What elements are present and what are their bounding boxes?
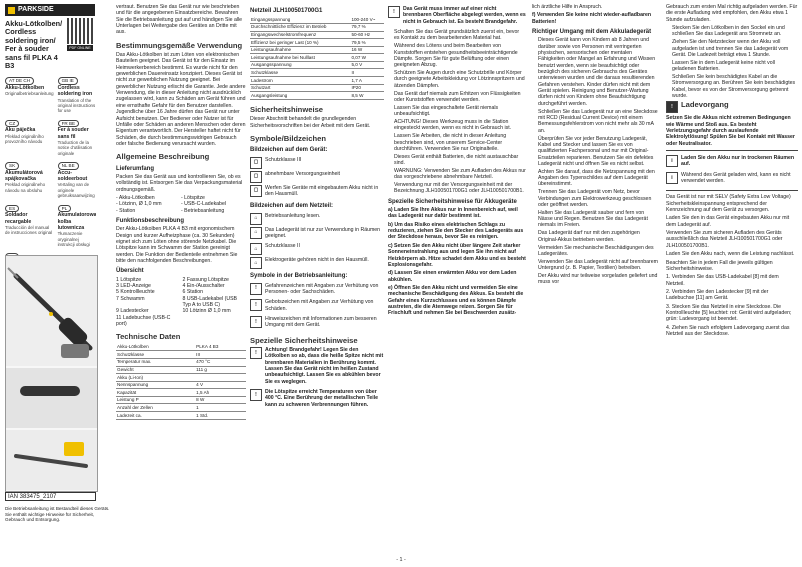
bullet-item: • Dieses Gerät enthält Batterien, die nicht austauschbar sind. [394,154,526,167]
table-cell-label: Ausgangsspannung [250,61,350,69]
language-title: Akumulátorová spájkovačka [5,169,43,183]
heading-charging: Ladevorgang [681,100,729,110]
power-supply-table [250,16,384,100]
language-entry [5,74,54,113]
symbol-row [250,316,384,331]
bullet-item: • Lassen Sie in dem Ladegerät keine nicht voll geladenen Batterien. [672,60,798,73]
bullet-item: • Ziehen Sie den Netzstecker wenn der Akku voll aufgeladen ist und trennen Sie das Ladegerät vom Gerät. Die Ladezeit beträgt etwa 1 Stunde. [672,39,798,58]
table-cell-value: 79,7 % [350,23,384,31]
heading-charger-handling: Richtiger Umgang mit dem Akkuladegerät [532,29,652,36]
language-title: Akumulatorowa kolba lutownicza [57,212,96,231]
column-5 [532,4,660,553]
symbol-text: Gebotszeichen mit Angaben zur Verhütung von Schäden. [265,299,374,312]
fire-warning: Das Gerät muss immer auf einer nicht brennbaren Oberfläche abgelegt werden, wenn es nicht in Gebrauch ist. Es besteht Brandgefahr. [403,6,526,25]
bullet-item: • Vermeiden Sie mechanische Beschädigungen des Ladegerätes. [538,245,660,258]
table-cell-value: 8 W [195,396,246,404]
heading-general-description: Allgemeine Beschreibung [116,152,210,162]
overview-item: 11 Ladebuchse (USB-C port) [116,314,171,328]
charging-note: Laden Sie den Akku nur in trockenen Räumen auf. [681,155,795,168]
heading-overview: Übersicht [116,268,144,275]
bullet-item: • ACHTUNG! Dieses Werkzeug muss in die Station eingesteckt werden, wenn es nicht in Gebrauch ist. [394,119,526,132]
charging-warning: Setzen Sie die Akkus nicht extremen Bedingungen wie Wärme und Stoß aus. Es besteht Verletzungsgefahr durch auslaufende Elektrolytlösung! Spülen Sie bei Kontakt mit Wasser oder Neutralisator. [666,115,795,147]
heading-symbols-psu: Bildzeichen auf dem Netzteil: [250,203,334,210]
symbol-icon: ! [250,316,262,328]
language-entry [58,74,96,113]
overview-item: 9 Ladestecker [116,308,149,315]
table-cell-value [195,374,246,382]
table-row [116,344,246,351]
symbol-text: Schutzklasse II [265,243,300,250]
symbol-row [250,299,384,314]
table-row [116,389,246,397]
language-subtitle: Originalbetriebsanleitung [5,91,54,97]
warning-icon: ! [250,389,262,401]
table-cell-label: Leistung P [116,396,195,404]
product-figure [5,255,98,492]
language-entry [5,159,54,198]
symbol-icon: ⌂ [250,257,262,269]
overview-item: 1 Lötspitze [116,276,142,283]
table-cell-value: III [195,351,246,359]
table-row [250,92,384,100]
table-cell-label: Kapazität [116,389,195,397]
language-subtitle: Traduction de la notice d'utilisation originale [57,140,93,156]
table-cell-value: 470 °C [195,358,246,366]
table-cell-label: Gewicht [116,366,195,374]
scope-item: - USB-C-Ladekabel [181,201,226,208]
bullet-item: • Schließen Sie das Ladegerät nur an eine Steckdose mit RCD (Residual Current Device) mit einem Bemessungsfehlerstrom von nicht mehr als 30 mA an. [538,109,660,134]
symbol-text: Elektrogeräte gehören nicht in den Hausmüll. [265,257,369,264]
language-entry [58,117,96,156]
bullet-item: • Dieses Gerät kann von Kindern ab 8 Jahren und darüber sowie von Personen mit verringerten physischen, sensorischen oder mentalen Fähigkeiten oder Mangel an Erfahrung und Wissen benutzt werden, wenn sie beaufsichtigt oder bezüglich des sicheren Gebrauchs des Gerätes unterwiesen wurden und die daraus resultierenden Gefahren verstehen. Kinder dürfen nicht mit dem Gerät spielen. Reinigung und Benutzer-Wartung dürfen nicht von Kindern ohne Beaufsichtigung durchgeführt werden. [538,37,660,107]
table-cell-value: 1,5 Ah [195,389,246,397]
scope-list [116,195,246,214]
overview-item: 6 Station [182,289,203,296]
bullet-item: • Trennen Sie das Ladegerät vom Netz, bevor Verbindungen zum Elektrowerkzeug geschlossen oder geöffnet werden. [538,189,660,208]
charging-note-2: Während des Gerät geladen wird, kann es nicht verwendet werden. [681,171,791,185]
bullet-item: • WARNUNG: Verwenden Sie zum Aufladen des Akkus nur das vorgeschriebene abnehmbare Netzteil. [394,168,526,181]
symbol-icon: ⌂ [250,227,262,239]
heading-intended-use: Bestimmungsgemäße Verwendung [116,40,243,50]
bullet-item: • Das Ladegerät darf nur mit den zugehörigen Original-Akkus betrieben werden. [538,230,660,243]
bullet-item: • Schließen Sie kein beschädigtes Kabel an die Stromversorgung an. Berühren Sie kein beschädigtes Kabel, bevor es von der Stromversorgung getrennt wurde. [672,74,798,99]
table-cell-value: 50-60 Hz [350,31,384,39]
symbol-icon: ⌂ [250,213,262,225]
table-row [116,374,246,382]
table-cell-value: 1 [195,404,246,412]
heading-symbols: Symbole/Bildzeichen [250,133,326,143]
table-cell-label: Akku-Lötkolben [116,344,195,351]
table-row [250,46,384,54]
function-text: Der Akku-Lötkolben PLKA 4 B3 mit ergonomischem Design und kurzer Aufheizphase (ca. 30 Sekunden) eignet sich zum Löten ohne störende Netzkabel. Die Lötspitze kann im Schwamm der Station gereinigt werden. Die Funktion der Bedienteile entnehmen Sie bitte den nachfolgenden Beschreibungen. [116,226,238,264]
language-title: Cordless soldering iron [57,84,93,98]
table-row [250,61,384,69]
info-icon: i [666,172,678,184]
manual-symbols [250,283,384,331]
table-cell-label: Leistungsaufnahme [250,46,350,54]
warning-icon: ! [250,347,262,359]
cover-footnote: Die Betriebsanleitung ist Bestandteil dieses Geräts. Sie enthält wichtige Hinweise für Sicherheit, Gebrauch und Entsorgung. [5,506,110,523]
language-subtitle: Preklad originálneho návodu na obsluhu [5,182,46,193]
bullet-item: • Lassen Sie das eingeschaltete Gerät niemals unbeaufsichtigt. [394,105,526,118]
language-code: GB IE [58,77,78,85]
table-cell-label: Akku (Li-Ion) [116,374,195,382]
bullet-item: • Schalten Sie das Gerät grundsätzlich zuerst ein, bevor es Kontakt zu dem bearbeitenden Material hat. [394,29,526,42]
table-cell-label: Schutzklasse [250,69,350,77]
table-cell-label: Ladestrom [250,77,350,85]
column-6 [666,4,798,553]
symbol-icon: ! [250,283,262,295]
battery-safety-item: e) Öffnen Sie den Akku nicht und vermeiden Sie eine mechanische Beschädigung des Akkus. Es besteht die Gefahr eines Kurzschlusses und es können Dämpfe austreten, die die Atemwege reizen. Sorgen Sie für Frischluft und nehmen Sie bei Beschwerden zusätz- [388,284,524,317]
language-code: CZ [5,120,19,128]
info-icon: i [666,155,678,167]
overview-item: 2 Fassung Lötspitze [182,276,229,283]
heading-power-supply: Netzteil JLH100501700G1 [250,8,323,14]
special-safety-text: Achtung! Brandgefahr! Legen Sie den Lötkolben so ab, dass die heiße Spitze nicht mit brennbaren Materialien in Berührung kommt. Lassen Sie das Gerät nicht im heißen Zustand unbeaufsichtigt. Lassen Sie es abkühlen bevor Sie es weglegen. [265,346,384,385]
table-row [250,16,384,23]
symbol-row [250,257,384,269]
table-row [250,31,384,39]
no-rechargeable-warning: f) Verwenden Sie keine nicht wieder-aufladbaren Batterien! [532,12,652,25]
language-title: Fer à souder sans fil [57,127,89,140]
overview-item: 10 Lötzinn Ø 1,0 mm [182,308,231,315]
ian-number: IAN 383475_2107 [5,492,96,501]
language-code: NL BE [58,162,79,170]
charging-step: Verwenden Sie zum sicheren Aufladen des Geräts ausschließlich das Netzteil JLH100501700G1 oder JLH100501700B1. [666,230,783,249]
scope-item: - Lötspitze [181,194,205,201]
table-cell-label: Anzahl der Zellen [116,404,195,412]
language-subtitle: Tłumaczenie oryginalnej instrukcji obsługi [57,231,90,247]
symbol-row [250,185,384,200]
battery-safety-item: c) Setzen Sie den Akku nicht über längere Zeit starker Sonneneinstrahlung aus und legen Sie ihn nicht auf Heizkörpern ab. Hitze schadet dem Akku und es besteht Explosionsgefahr. [388,242,526,268]
table-row [116,412,246,420]
column-2 [116,4,246,553]
bullet-item: • Während des Lötens und beim Bearbeiten von Kunststoffen entstehen gesundheitsbeeinträchtigende Dämpfe. Sorgen Sie für gute Belüftung oder einen geeigneten Abzug. [394,43,526,68]
table-row [250,69,384,77]
charging-step: 3. Stecken Sie das Netzteil in eine Steckdose. Die Kontrollleuchte [5] leuchtet: rot: Gerät wird aufgeladen; grün: Ladevorgang ist beendet. [666,303,792,323]
symbol-row [250,157,384,169]
safety-text: Dieser Abschnitt behandelt die grundlegenden Sicherheitsvorschriften bei der Arbeit mit dem Gerät. [250,116,371,129]
scope-item: - Lötzinn, Ø 1,0 mm [116,201,162,208]
table-cell-value: PLKA 4 B3 [195,344,246,351]
bullet-item: • Das Gerät darf niemals zum Erhitzen von Flüssigkeiten oder Kunststoffen verwendet werden. [394,91,526,104]
table-cell-value: IP20 [350,84,384,92]
symbol-text: Das Ladegerät ist nur zur Verwendung in Räumen geeignet. [265,226,381,239]
col5-top-text: lich ärztliche Hilfe in Anspruch. [532,4,603,10]
language-code: FR BE [58,120,80,128]
charging-step: Beachten Sie in jedem Fall die jeweils gültigen Sicherheitshinweise. [666,259,773,272]
language-subtitle: Traducción del manual de instrucciones original [5,224,53,236]
table-cell-label: Effizienz bei geringer Last (10 %) [250,39,350,47]
bullet-item: • Stecken Sie den Lötkolben in den Sockel ein und schließen Sie das Ladegerät ans Stromnetz an. [672,25,798,38]
symbol-text: Hinweiszeichen mit Informationen zum besseren Umgang mit dem Gerät. [265,315,377,329]
table-cell-value: 1,7 A [350,77,384,85]
soldering-iron-illustration [6,256,97,491]
psu-symbols [250,213,384,270]
pdf-online-label: PDF ONLINE [67,45,93,51]
scope-item: - Betriebsanleitung [181,207,225,214]
bullet-item: • Achten Sie darauf, dass die Netzspannung mit den Angaben des Typenschildes auf dem Ladegerät übereinstimmt. [538,169,660,188]
table-row [250,54,384,62]
charging-step: 2. Verbinden Sie den Ladestecker [9] mit der Ladebuchse [11] am Gerät. [666,288,769,302]
bullet-item: • Lassen Sie Arbeiten, die nicht in dieser Anleitung beschrieben sind, von unserem Service-Center durchführen. Verwenden Sie nur Originalteile. [394,133,526,152]
symbol-row [250,171,384,183]
charging-bullets [666,25,798,99]
language-subtitle: Vertaling van de originele gebruiksaanwijzing [57,182,95,199]
battery-safety-item: d) Lassen Sie einen erwärmten Akku vor dem Laden abkühlen. [388,270,517,283]
table-cell-value: 0,07 W [350,54,384,62]
cover-title: Akku-Lötkolben/ Cordless soldering iron/ Fer à souder sans fil PLKA 4 B3 [5,19,63,70]
table-row [116,358,246,366]
heading-symbols-device: Bildzeichen auf dem Gerät: [250,147,328,154]
symbol-icon: ! [250,299,262,311]
symbol-text: Gefahrenzeichen mit Angaben zur Verhütung von Personen- oder Sachschäden. [265,282,379,295]
language-entry [58,202,96,248]
col6-top-text: Gebrauch zum ersten Mal richtig aufgeladen werden. Für die erste Aufladung wird empfohlen, den Akku etwa 1 Stunde aufzuladen. [666,4,798,23]
language-title: Akku-Lötkolben [5,84,45,91]
column-3 [250,4,384,553]
warning-icon: ! [666,101,678,113]
symbol-row [250,243,384,255]
table-row [116,404,246,412]
language-title: Accu-soldeerbout [57,169,88,183]
charging-step: Laden Sie den Akku nach, wenn die Leistung nachlässt. [666,251,795,258]
table-cell-label: Leistungsaufnahme bei Nulllast [250,54,350,62]
symbol-text: abnehmbare Versorgungseinheit [265,170,340,177]
language-title: Aku páječka [5,127,36,134]
scope-item: - Station [116,207,136,214]
heading-special-safety: Spezielle Sicherheitshinweise [250,335,358,345]
table-cell-label: Eingangsspannung [250,16,350,23]
battery-safety-list [388,207,526,317]
safety-bullets [388,29,526,195]
language-title: Soldador recargable [5,212,32,225]
bullet-item: • Der Akku wird nur teilweise vorgeladen geliefert und muss vor [538,273,660,286]
intro-text: vertraut. Benutzen Sie das Gerät nur wie beschrieben und für die angegebenen Einsatzbereiche. Bewahren Sie die Betriebsanleitung gut auf und händigen Sie alle Unterlagen bei Weitergabe des Gerätes an Dritte mit aus. [116,4,243,36]
language-entry [5,117,54,156]
table-cell-value: 4 V [195,381,246,389]
table-cell-value: 111 g [195,366,246,374]
overview-item: 4 Ein-/Ausschalter [182,282,225,289]
overview-item: 5 Kontrollleuchte [116,289,155,296]
table-row [250,39,384,47]
table-cell-label: Ladezeit ca. [116,412,195,420]
bullet-item: • Halten Sie das Ladegerät sauber und fern von Nässe und Regen. Benutzen Sie das Ladegerät niemals im Freien. [538,210,660,229]
table-row [116,396,246,404]
special-safety-text-2: Die Lötspitze erreicht Temperaturen von über 400 °C. Eine Berührung der metallischen Teile kann zu schweren Verbrennungen führen. [265,389,378,408]
bullet-item: • Überprüfen Sie vor jeder Benutzung Ladegerät, Kabel und Stecker und lassen Sie es von qualifizierten Fachpersonal und nur mit Original-Ersatzteilen reparieren. Benutzen Sie ein defektes Ladegerät nicht und öffnen Sie es nicht selbst. [538,136,660,168]
table-cell-label: Eingangswechselstromfrequenz [250,31,350,39]
table-cell-value: 16 W [350,46,384,54]
table-cell-label: Temperatur max. [116,358,195,366]
heading-symbols-manual: Symbole in der Betriebsanleitung: [250,273,348,280]
battery-safety-item: b) Um das Risiko eines elektrischen Schlags zu reduzieren, ziehen Sie den Stecker des Ladegeräts aus der Steckdose heraus, bevor Sie es reinigen. [388,221,524,241]
table-cell-label: Nennspannung [116,381,195,389]
language-entry [5,202,54,248]
bullet-item: • Verwenden Sie das Ladegerät nicht auf brennbarem Untergrund (z. B. Papier, Textilien) betreiben. [538,259,660,272]
charger-bullets [532,37,660,285]
language-entry [58,159,96,198]
heading-battery-safety: Spezielle Sicherheitshinweise für Akkugeräte [388,198,517,205]
symbol-row [250,213,384,225]
symbol-text: Schutzklasse III [265,156,302,163]
table-cell-value: 5,0 V [350,61,384,69]
heading-safety: Sicherheitshinweise [250,104,324,114]
language-subtitle: Translation of the original instructions for use [57,97,96,114]
table-cell-label: Durchschnittliche Effizienz im Betrieb [250,23,350,31]
symbol-icon: ▢ [250,157,262,169]
symbol-icon: ⌂ [250,243,262,255]
table-cell-value: 8,5 W [350,92,384,100]
charging-steps [666,194,798,337]
heading-function: Funktionsbeschreibung [116,217,185,224]
symbol-text: Werfen Sie Geräte mit eingebautem Akku nicht in den Hausmüll. [265,184,379,197]
language-subtitle: Překlad originálního provozního návodu [5,133,44,145]
symbol-text: Betriebsanleitung lesen. [265,212,321,219]
table-cell-label: Ausgangsleistung [250,92,350,100]
symbol-row [250,283,384,298]
language-code: PL [58,205,72,213]
table-row [116,366,246,374]
scope-text: Packen Sie das Gerät aus und kontrollieren Sie, ob es vollständig ist. Entsorgen Sie das Verpackungsmaterial ordnungsgemäß. [116,173,243,193]
brand-logo: PARKSIDE [5,4,95,16]
bullet-item: • Schützen Sie Augen durch eine Schutzbrille und Körper durch geeignete Arbeitskleidung vor Lötzinnspritzern und ätzenden Dämpfen. [394,70,526,89]
overview-item: 3 LED-Anzeige [116,282,151,289]
device-symbols [250,157,384,200]
page-number: - 1 - [396,557,406,564]
battery-safety-item: a) Laden Sie Ihre Akkus nur in Innenbereich auf, weil das Ladegerät nur dafür bestimmt ist. [388,207,518,220]
table-cell-label: Schutzklasse [116,351,195,359]
language-code: ES [5,205,19,213]
overview-item: 7 Schwamm [116,295,145,302]
table-row [250,84,384,92]
warning-icon: ! [388,6,400,18]
table-row [250,23,384,31]
column-4 [388,4,526,553]
table-row [250,77,384,85]
scope-item: - Akku-Lötkolben [116,194,155,201]
table-cell-value: 1 Std. [195,412,246,420]
intended-use-text: Das Akku-Lötkolben ist zum Löten von elektronischen Bauteilen geeignet. Das Gerät ist für den Einsatz im Heimwerkerbereich bestimmt. Es wurde nicht für den gewerblichen Dauereinsatz konzipiert. Dieses Gerät ist nicht zur gewerblichen Nutzung geeignet. Bei gewerblicher Nutzung erlischt die Garantie. Jede andere Verwendung, die in dieser Anleitung nicht ausdrücklich zugelassen wird, kann zu Schäden am Gerät führen und eine ernsthafte Gefahr für den Benutzer darstellen. Jugendliche über 16 Jahre dürfen das Gerät nur unter Aufsicht benutzen. Der Bediener oder Nutzer ist für Unfälle oder Schäden an anderen Menschen oder deren Eigentum verantwortlich. Der Hersteller haftet nicht für Schäden, die durch bestimmungswidrigen Gebrauch oder falsche Bedienung verursacht wurden. [116,52,246,147]
table-cell-label: Schutzart [250,84,350,92]
charging-step: 1. Verbinden Sie das USB-Ladekabel [8] mit dem Netzteil. [666,274,779,287]
symbol-icon: ▢ [250,185,262,197]
tech-data-table [116,344,246,420]
heading-scope: Lieferumfang [116,165,155,172]
language-code: SK [5,162,19,170]
overview-item: 8 USB-Ladekabel (USB Typ A to USB C) [182,295,237,308]
charging-step: Das Gerät ist nur mit SELV (Safety Extra Low Voltage) Sicherheitskleinspannung entsprechend der Kennzeichnung auf dem Gerät zu versorgen. [666,194,791,214]
charging-step: Laden Sie den in das Gerät eingebauten Akku nur mit dem Ladegerät auf. [666,215,790,228]
symbol-icon: ▢ [250,171,262,183]
heading-tech-data: Technische Daten [116,332,181,342]
language-code: AT DE CH [5,77,34,85]
table-cell-value: II [350,69,384,77]
overview-list [116,277,246,328]
table-cell-value: 79,5 % [350,39,384,47]
bullet-item: • Verwendung nur mit der Versorgungseinheit mit der Bezeichnung JLH100501700G1 oder JLH100501700B1. [394,182,526,195]
table-cell-value: 100-240 V~ [350,16,384,23]
charging-step: 4. Ziehen Sie nach erfolgtem Ladevorgang zuerst das Netzteil aus der Steckdose. [666,324,790,337]
symbol-row [250,227,384,242]
table-row [116,381,246,389]
table-row [116,351,246,359]
